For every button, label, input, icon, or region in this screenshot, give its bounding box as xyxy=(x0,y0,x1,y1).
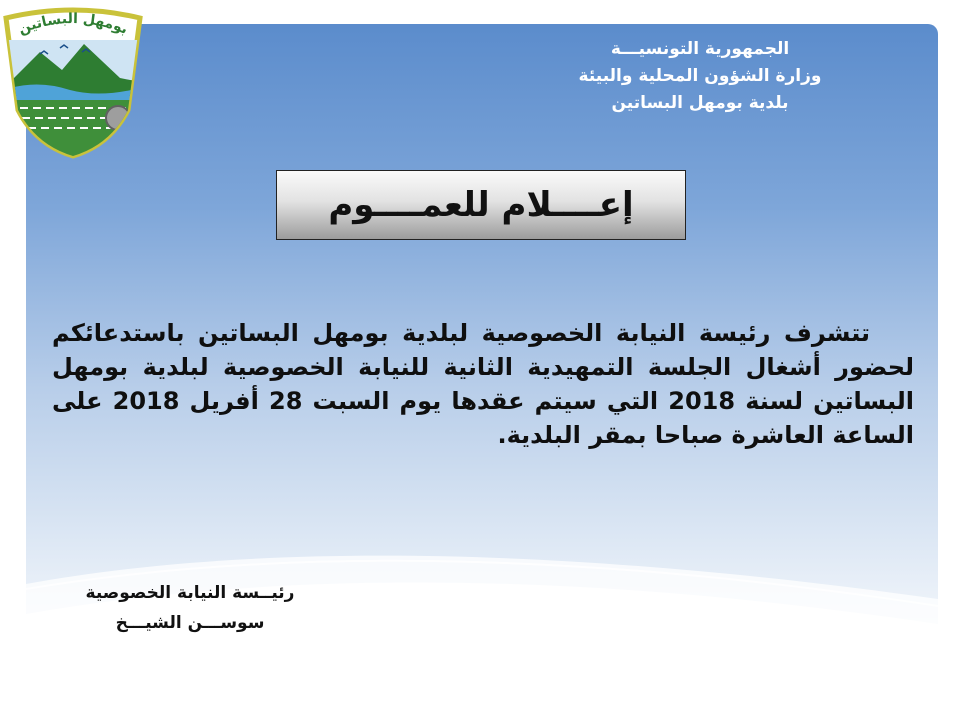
signature-block xyxy=(40,578,340,638)
announcement-title: إعــــلام للعمــــوم xyxy=(328,185,634,225)
announcement-body: تتشرف رئيسة النيابة الخصوصية لبلدية بومهل البساتين باستدعائكم لحضور أشغال الجلسة التمهيدية الثانية للنيابة الخصوصية لبلدية بومهل البساتين لسنة 2018 التي سيتم عقدها يوم السبت 28 أفريل 2018 على الساعة العاشرة صباحا بمقر البلدية. xyxy=(52,319,915,449)
signature-name: سوســـن الشيـــخ xyxy=(115,613,265,633)
logo-text: بومهل البساتين xyxy=(16,10,131,38)
header-ministry: وزارة الشؤون المحلية والبيئة xyxy=(578,66,822,86)
ministry-header xyxy=(490,36,910,117)
header-municipality: بلدية بومهل البساتين xyxy=(611,93,789,113)
announcement-title-box xyxy=(276,170,686,240)
signature-role: رئيــسة النيابة الخصوصية xyxy=(85,583,295,603)
announcement-body-container xyxy=(52,316,914,452)
municipality-logo xyxy=(0,0,146,160)
header-country: الجمهورية التونسيـــة xyxy=(610,39,790,59)
